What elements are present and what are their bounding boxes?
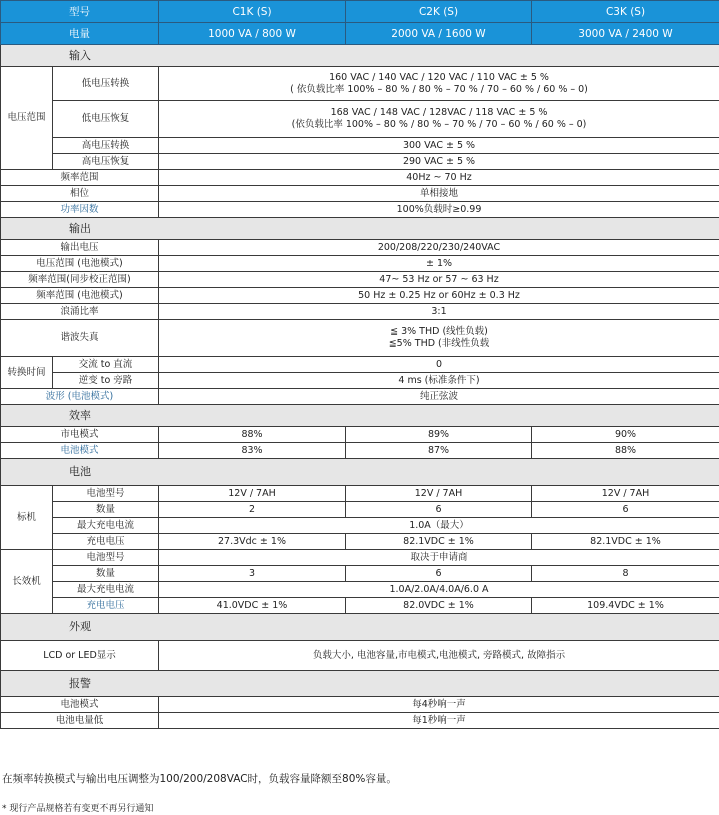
section-efficiency [1, 405, 719, 427]
long-type-value: 取决于申请商 [159, 550, 719, 566]
thd-value [159, 320, 719, 357]
eff-batt-c2k: 87% [346, 443, 532, 459]
freq-batt-label: 频率范围 (电池模式) [1, 288, 159, 304]
display-value: 负载大小, 电池容量,市电模式,电池模式, 旁路模式, 故障指示 [159, 641, 719, 671]
long-charge-v-c1k: 41.0VDC ± 1% [159, 598, 346, 614]
voltage-range-label: 电压范围 [1, 67, 53, 170]
low-transfer-line1: 160 VAC / 140 VAC / 120 VAC / 110 VAC ± 5 % [329, 71, 549, 83]
eff-ac-c3k: 90% [532, 427, 719, 443]
high-transfer-value: 300 VAC ± 5 % [159, 138, 719, 154]
std-charge-v-c2k: 82.1VDC ± 1% [346, 534, 532, 550]
row-output-voltage [1, 240, 719, 256]
model-c1k: C1K (S) [159, 1, 346, 23]
eff-batt-c1k: 83% [159, 443, 346, 459]
alarm-batt-label: 电池模式 [1, 697, 159, 713]
section-appearance [1, 614, 719, 641]
output-voltage-label: 输出电压 [1, 240, 159, 256]
std-qty-c3k: 6 [532, 502, 719, 518]
long-max-charge-label: 最大充电电流 [53, 582, 159, 598]
capacity-c3k: 3000 VA / 2400 W [532, 23, 719, 45]
phase-label: 相位 [1, 186, 159, 202]
crest-label: 浪涌比率 [1, 304, 159, 320]
thd-line2: ≦5% THD (非线性负载 [388, 338, 490, 349]
freq-batt-value: 50 Hz ± 0.25 Hz or 60Hz ± 0.3 Hz [159, 288, 719, 304]
row-power-factor [1, 202, 719, 218]
row-low-transfer [1, 67, 719, 101]
waveform-value: 纯正弦波 [159, 389, 719, 405]
row-freq-sync [1, 272, 719, 288]
std-charge-v-c1k: 27.3Vdc ± 1% [159, 534, 346, 550]
eff-ac-c1k: 88% [159, 427, 346, 443]
std-type-c2k: 12V / 7AH [346, 486, 532, 502]
display-label: LCD or LED显示 [1, 641, 159, 671]
low-return-line2: (依负载比率 100% – 80 % / 80 % – 70 % / 70 – 60 % / 60 % – 0) [291, 119, 587, 130]
low-transfer-label: 低电压转换 [53, 67, 159, 101]
long-qty-c3k: 8 [532, 566, 719, 582]
model-row [1, 1, 719, 23]
section-alarm [1, 671, 719, 697]
row-long-max-charge [1, 582, 719, 598]
capacity-c1k: 1000 VA / 800 W [159, 23, 346, 45]
row-inv-bypass [1, 373, 719, 389]
section-efficiency-title: 效率 [69, 408, 91, 422]
model-c2k: C2K (S) [346, 1, 532, 23]
low-transfer-value [159, 67, 719, 101]
model-label: 型号 [1, 1, 159, 23]
row-voltage-reg [1, 256, 719, 272]
low-transfer-line2: ( 依负载比率 100% – 80 % / 80 % – 70 % / 70 – 60 % / 60 % – 0) [290, 83, 588, 95]
row-ac-dc [1, 357, 719, 373]
section-battery [1, 459, 719, 486]
high-transfer-label: 高电压转换 [53, 138, 159, 154]
crest-value: 3:1 [159, 304, 719, 320]
std-type-c1k: 12V / 7AH [159, 486, 346, 502]
row-waveform [1, 389, 719, 405]
row-phase [1, 186, 719, 202]
std-type-c3k: 12V / 7AH [532, 486, 719, 502]
section-alarm-title: 报警 [69, 676, 91, 690]
eff-batt-label: 电池模式 [1, 443, 159, 459]
long-qty-label: 数量 [53, 566, 159, 582]
inv-bypass-value: 4 ms (标准条件下) [159, 373, 719, 389]
row-eff-batt [1, 443, 719, 459]
section-input-title: 输入 [69, 48, 91, 62]
row-std-charge-v [1, 534, 719, 550]
power-factor-value: 100%负载时≥0.99 [159, 202, 719, 218]
row-std-type [1, 486, 719, 502]
row-long-charge-v [1, 598, 719, 614]
thd-label: 谐波失真 [1, 320, 159, 357]
section-appearance-title: 外观 [69, 620, 91, 633]
alarm-low-value: 每1秒响一声 [159, 713, 719, 729]
std-type-label: 电池型号 [53, 486, 159, 502]
std-charge-v-label: 充电电压 [53, 534, 159, 550]
row-input-freq [1, 170, 719, 186]
long-max-charge-value: 1.0A/2.0A/4.0A/6.0 A [159, 582, 719, 598]
alarm-batt-value: 每4秒响一声 [159, 697, 719, 713]
power-factor-label: 功率因数 [1, 202, 159, 218]
waveform-label: 波形 (电池模式) [1, 389, 159, 405]
low-return-label: 低电压恢复 [53, 101, 159, 138]
ac-dc-value: 0 [159, 357, 719, 373]
row-std-max-charge [1, 518, 719, 534]
eff-batt-c3k: 88% [532, 443, 719, 459]
row-thd [1, 320, 719, 357]
long-charge-v-label: 充电电压 [53, 598, 159, 614]
section-battery-title: 电池 [69, 465, 91, 478]
freq-sync-value: 47~ 53 Hz or 57 ~ 63 Hz [159, 272, 719, 288]
section-output [1, 218, 719, 240]
footnote-disclaimer: * 现行产品规格若有变更不再另行通知 [2, 804, 154, 814]
capacity-label: 电量 [1, 23, 159, 45]
std-charge-v-c3k: 82.1VDC ± 1% [532, 534, 719, 550]
row-eff-ac [1, 427, 719, 443]
row-crest [1, 304, 719, 320]
long-label: 长效机 [1, 550, 53, 614]
capacity-row [1, 23, 719, 45]
std-qty-c2k: 6 [346, 502, 532, 518]
ac-dc-label: 交流 to 直流 [53, 357, 159, 373]
eff-ac-c2k: 89% [346, 427, 532, 443]
long-charge-v-c3k: 109.4VDC ± 1% [532, 598, 719, 614]
std-max-charge-label: 最大充电电流 [53, 518, 159, 534]
row-alarm-batt [1, 697, 719, 713]
long-qty-c1k: 3 [159, 566, 346, 582]
phase-value: 单相接地 [159, 186, 719, 202]
row-std-qty [1, 502, 719, 518]
long-type-label: 电池型号 [53, 550, 159, 566]
model-c3k: C3K (S) [532, 1, 719, 23]
standard-label: 标机 [1, 486, 53, 550]
std-qty-c1k: 2 [159, 502, 346, 518]
thd-line1: ≦ 3% THD (线性负载) [390, 326, 488, 337]
row-long-type [1, 550, 719, 566]
row-display [1, 641, 719, 671]
high-return-value: 290 VAC ± 5 % [159, 154, 719, 170]
long-qty-c2k: 6 [346, 566, 532, 582]
input-freq-label: 频率范围 [1, 170, 159, 186]
input-freq-value: 40Hz ~ 70 Hz [159, 170, 719, 186]
row-freq-batt [1, 288, 719, 304]
low-return-line1: 168 VAC / 148 VAC / 128VAC / 118 VAC ± 5 % [330, 107, 548, 118]
row-alarm-low [1, 713, 719, 729]
low-return-value [159, 101, 719, 138]
high-return-label: 高电压恢复 [53, 154, 159, 170]
freq-sync-label: 频率范围(同步校正范围) [1, 272, 159, 288]
output-voltage-value: 200/208/220/230/240VAC [159, 240, 719, 256]
row-high-transfer [1, 138, 719, 154]
alarm-low-label: 电池电量低 [1, 713, 159, 729]
section-input [1, 45, 719, 67]
voltage-reg-label: 电压范围 (电池模式) [1, 256, 159, 272]
row-low-return [1, 101, 719, 138]
long-charge-v-c2k: 82.0VDC ± 1% [346, 598, 532, 614]
row-long-qty [1, 566, 719, 582]
footnote-derating: 在频率转换模式与输出电压调整为100/200/208VAC时，负载容量降额至80%容量。 [2, 773, 397, 785]
std-qty-label: 数量 [53, 502, 159, 518]
eff-ac-label: 市电模式 [1, 427, 159, 443]
transfer-time-label: 转换时间 [1, 357, 53, 389]
row-high-return [1, 154, 719, 170]
std-max-charge-value: 1.0A（最大） [159, 518, 719, 534]
section-output-title: 输出 [69, 221, 91, 235]
capacity-c2k: 2000 VA / 1600 W [346, 23, 532, 45]
inv-bypass-label: 逆变 to 旁路 [53, 373, 159, 389]
voltage-reg-value: ± 1% [159, 256, 719, 272]
